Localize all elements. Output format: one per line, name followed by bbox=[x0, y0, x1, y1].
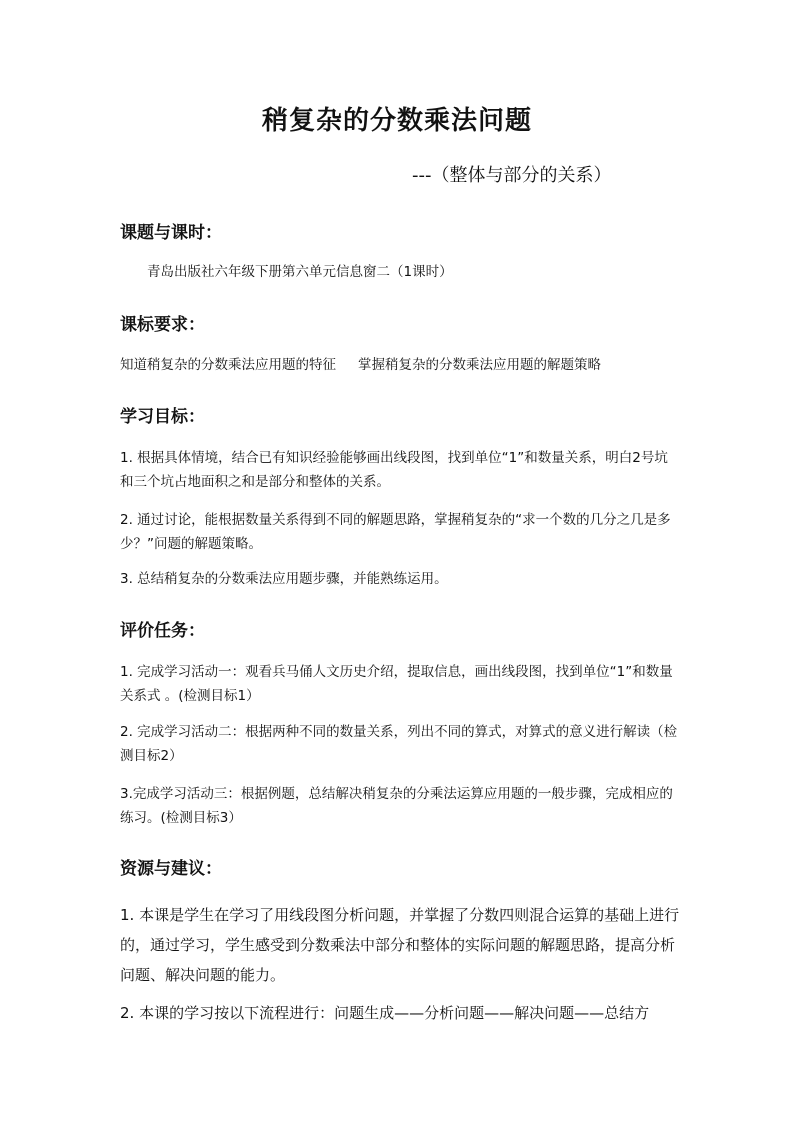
goal-item-3: 3. 总结稍复杂的分数乘法应用题步骤，并能熟练运用。 bbox=[120, 571, 448, 587]
lesson-heading: 课题与课时： bbox=[120, 223, 222, 243]
goal-item-2: 2. 通过讨论，能根据数量关系得到不同的解题思路，掌握稍复杂的“求一个数的几分之几是多少？”问题的解题策略。 bbox=[120, 512, 671, 552]
task-item-3: 3.完成学习活动三：根据例题，总结解决稍复杂的分乘法运算应用题的一般步骤，完成相应的练习。(检测目标3） bbox=[120, 786, 673, 826]
standard-heading: 课标要求： bbox=[120, 315, 205, 335]
task-item-2: 2. 完成学习活动二：根据两种不同的数量关系，列出不同的算式，对算式的意义进行解读（检测目标2） bbox=[120, 724, 678, 764]
document-subtitle: ---（整体与部分的关系） bbox=[412, 165, 612, 186]
resources-heading: 资源与建议： bbox=[120, 859, 222, 879]
goals-heading: 学习目标： bbox=[120, 407, 205, 427]
lesson-text: 青岛出版社六年级下册第六单元信息窗二（1课时） bbox=[147, 264, 453, 280]
goal-item-1: 1. 根据具体情境，结合已有知识经验能够画出线段图，找到单位“1”和数量关系，明白2号坑和三个坑占地面积之和是部分和整体的关系。 bbox=[120, 450, 668, 490]
tasks-heading: 评价任务： bbox=[120, 621, 205, 641]
resource-item-2: 2. 本课的学习按以下流程进行：问题生成——分析问题——解决问题——总结方 bbox=[120, 1004, 650, 1022]
task-item-1: 1. 完成学习活动一：观看兵马俑人文历史介绍，提取信息，画出线段图，找到单位“1”和数量关系式 。(检测目标1） bbox=[120, 664, 673, 704]
standard-item-2: 掌握稍复杂的分数乘法应用题的解题策略 bbox=[358, 357, 601, 373]
resource-item-1: 1. 本课是学生在学习了用线段图分析问题，并掌握了分数四则混合运算的基础上进行的，通过学习，学生感受到分数乘法中部分和整体的实际问题的解题思路，提高分析问题、解决问题的能力。 bbox=[120, 906, 680, 984]
standard-text bbox=[120, 353, 680, 377]
standard-item-1: 知道稍复杂的分数乘法应用题的特征 bbox=[120, 357, 336, 373]
document-title: 稍复杂的分数乘法问题 bbox=[261, 106, 532, 136]
